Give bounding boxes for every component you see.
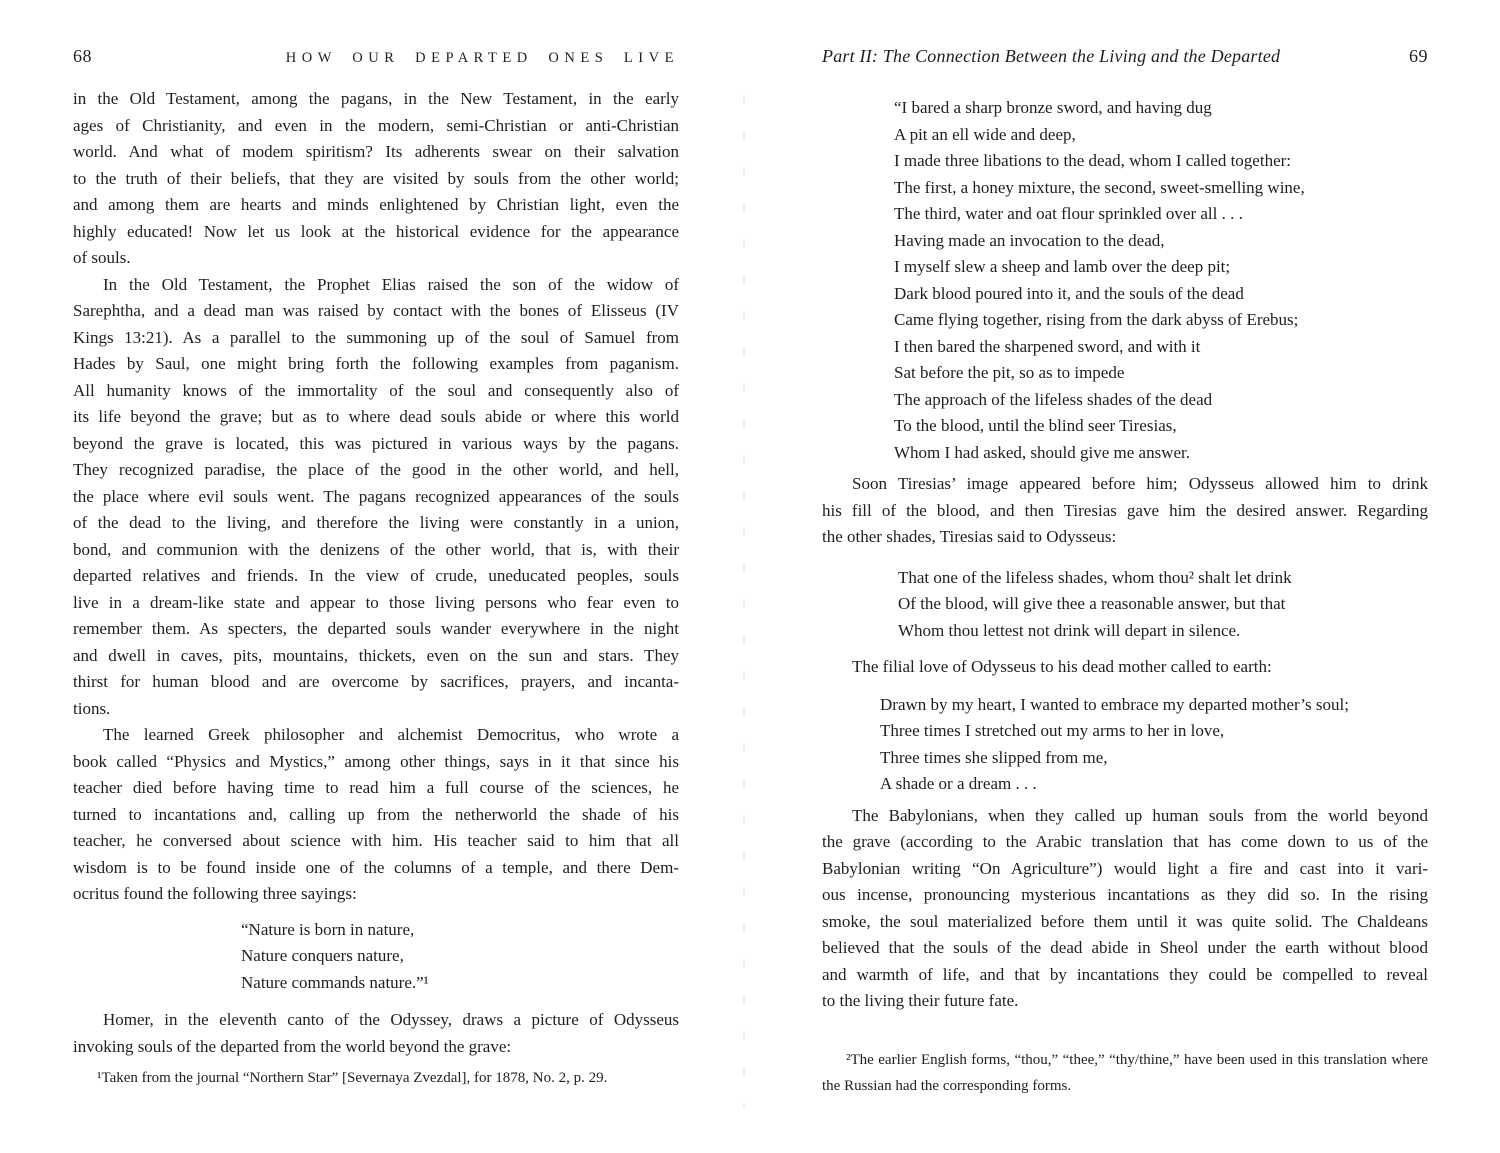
- text-line: “Nature is born in nature,: [241, 919, 415, 939]
- text-line: Whom I had asked, should give me answer.: [894, 442, 1191, 462]
- text-line: Drawn by my heart, I wanted to embrace my departed mother’s soul;: [880, 694, 1349, 714]
- text-line: To the blood, until the blind seer Tiresias,: [894, 416, 1177, 435]
- page-right: [822, 0, 1428, 1153]
- text-line: invoking souls of the departed from the world beyond the grave:: [73, 1036, 512, 1056]
- text-column-left: [73, 86, 679, 1091]
- text-line: wisdom is to be found inside one of the columns of a temple, and there Dem-: [73, 857, 679, 877]
- text-line: ¹Taken from the journal “Northern Star” [Severnaya Zvezdal], for 1878, No. 2, p. 29.: [97, 1070, 608, 1086]
- text-line: in the Old Testament, among the pagans, in the New Testament, in the early: [73, 89, 679, 108]
- text-line: smoke, the soul materialized before them until it was quite solid. The Chaldeans: [822, 911, 1428, 931]
- text-line: tions.: [73, 698, 111, 718]
- text-line: his fill of the blood, and then Tiresias gave him the desired answer. Regarding: [822, 500, 1428, 520]
- text-line: Three times she slipped from me,: [880, 747, 1108, 767]
- page-number: 69: [1409, 46, 1428, 66]
- text-line: highly educated! Now let us look at the historical evidence for the appearance: [73, 221, 679, 241]
- running-head: Part II: The Connection Between the Living and the Departed: [822, 46, 1281, 66]
- paragraph-tiresias-answer: [822, 471, 1428, 551]
- text-line: “I bared a sharp bronze sword, and having dug: [894, 98, 1212, 117]
- text-line: the Russian had the corresponding forms.: [822, 1077, 1072, 1094]
- text-line: its life beyond the grave; but as to where dead souls abide or where this world: [73, 407, 679, 426]
- text-line: Nature commands nature.”¹: [241, 972, 429, 992]
- page-left: [73, 0, 679, 1153]
- paragraph-democritus: [73, 722, 679, 908]
- text-line: The learned Greek philosopher and alchemist Democritus, who wrote a: [103, 725, 679, 744]
- text-line: ²The earlier English forms, “thou,” “thee,” “thy/thine,” have been used in this translation where: [846, 1051, 1428, 1068]
- text-line: teacher died before having time to read him a full course of the sciences, he: [73, 778, 679, 797]
- text-line: They recognized paradise, the place of the good in the other world, and hell,: [73, 460, 679, 479]
- text-line: thirst for human blood and are overcome by sacrifices, prayers, and incanta-: [73, 672, 679, 691]
- text-line: of souls.: [73, 248, 131, 267]
- text-line: of the dead to the living, and therefore the living were constantly in a union,: [73, 513, 679, 532]
- text-line: Sarephtha, and a dead man was raised by contact with the bones of Elisseus (IV: [73, 301, 679, 320]
- paragraph-filial-love: [822, 654, 1428, 681]
- verse-odyssey-invocation: [822, 95, 1428, 466]
- footnote-northern-star: [73, 1065, 679, 1091]
- text-line: ous incense, pronouncing mysterious incantations as they did so. In the rising: [822, 885, 1428, 904]
- footnote-thou-forms: [822, 1047, 1428, 1099]
- text-line: A shade or a dream . . .: [880, 774, 1037, 793]
- text-line: Came flying together, rising from the dark abyss of Erebus;: [894, 310, 1299, 329]
- text-line: the other shades, Tiresias said to Odysseus:: [822, 527, 1117, 546]
- text-line: Homer, in the eleventh canto of the Odyssey, draws a picture of Odysseus: [103, 1010, 679, 1029]
- text-line: A pit an ell wide and deep,: [894, 124, 1076, 144]
- text-line: believed that the souls of the dead abide in Sheol under the earth without blood: [822, 938, 1428, 957]
- text-line: Kings 13:21). As a parallel to the summoning up of the soul of Samuel from: [73, 327, 679, 347]
- text-line: beyond the grave is located, this was pictured in various ways by the pagans.: [73, 433, 679, 453]
- text-line: The filial love of Odysseus to his dead mother called to earth:: [852, 657, 1272, 676]
- text-line: live in a dream-like state and appear to those living persons who fear even to: [73, 592, 679, 612]
- paragraph-homer: [73, 1007, 679, 1060]
- page-number: 68: [73, 46, 92, 66]
- verse-tiresias-advice: [822, 565, 1428, 645]
- text-line: remember them. As specters, the departed souls wander everywhere in the night: [73, 619, 679, 638]
- gutter-ghosting: [743, 95, 745, 1107]
- text-line: Babylonian writing “On Agriculture”) would light a fire and cast into it vari-: [822, 858, 1428, 878]
- paragraph-babylonians: [822, 803, 1428, 1015]
- text-line: Three times I stretched out my arms to her in love,: [880, 721, 1225, 740]
- page-header-left: [73, 46, 679, 67]
- text-line: The third, water and oat flour sprinkled over all . . .: [894, 204, 1243, 223]
- text-line: book called “Physics and Mystics,” among other things, says in it that since his: [73, 751, 679, 771]
- text-line: bond, and communion with the denizens of the other world, that is, with their: [73, 539, 679, 559]
- text-line: turned to incantations and, calling up from the netherworld the shade of his: [73, 804, 679, 824]
- text-column-right: [822, 95, 1428, 1099]
- text-line: world. And what of modem spiritism? Its adherents swear on their salvation: [73, 142, 679, 161]
- page-header-right: [822, 46, 1428, 67]
- paragraph-old-testament: [73, 272, 679, 723]
- text-line: teacher, he conversed about science with him. His teacher said to him that all: [73, 831, 679, 850]
- text-line: departed relatives and friends. In the view of crude, uneducated peoples, souls: [73, 566, 679, 585]
- text-line: and warmth of life, and that by incantations they could be compelled to reveal: [822, 964, 1428, 984]
- text-line: I made three libations to the dead, whom I called together:: [894, 151, 1292, 170]
- text-line: Sat before the pit, so as to impede: [894, 363, 1125, 382]
- text-line: The Babylonians, when they called up human souls from the world beyond: [852, 805, 1428, 825]
- text-line: Nature conquers nature,: [241, 946, 404, 965]
- text-line: All humanity knows of the immortality of the soul and consequently also of: [73, 380, 679, 400]
- text-line: ocritus found the following three sayings:: [73, 884, 357, 903]
- verse-mother-embrace: [822, 692, 1428, 798]
- text-line: to the living their future fate.: [822, 991, 1019, 1010]
- text-line: I then bared the sharpened sword, and with it: [894, 336, 1201, 356]
- text-line: Hades by Saul, one might bring forth the following examples from paganism.: [73, 354, 679, 373]
- text-line: Of the blood, will give thee a reasonable answer, but that: [898, 594, 1286, 613]
- paragraph-intro: [73, 86, 679, 272]
- verse-nature-sayings: [73, 917, 679, 997]
- text-line: Dark blood poured into it, and the souls of the dead: [894, 283, 1244, 303]
- text-line: the place where evil souls went. The pagans recognized appearances of the souls: [73, 486, 679, 506]
- text-line: to the truth of their beliefs, that they are visited by souls from the other world;: [73, 168, 679, 188]
- text-line: I myself slew a sheep and lamb over the deep pit;: [894, 257, 1231, 276]
- text-line: That one of the lifeless shades, whom thou² shalt let drink: [898, 567, 1292, 587]
- text-line: Having made an invocation to the dead,: [894, 230, 1165, 250]
- running-head: HOW OUR DEPARTED ONES LIVE: [285, 50, 679, 66]
- text-line: The approach of the lifeless shades of the dead: [894, 389, 1213, 409]
- text-line: ages of Christianity, and even in the modern, semi-Christian or anti-Christian: [73, 115, 679, 135]
- text-line: In the Old Testament, the Prophet Elias raised the son of the widow of: [103, 274, 679, 294]
- text-line: Whom thou lettest not drink will depart in silence.: [898, 620, 1241, 640]
- text-line: and dwell in caves, pits, mountains, thickets, even on the sun and stars. They: [73, 645, 679, 665]
- text-line: the grave (according to the Arabic translation that has come down to us of the: [822, 832, 1428, 851]
- text-line: and among them are hearts and minds enlightened by Christian light, even the: [73, 195, 679, 214]
- text-line: The first, a honey mixture, the second, sweet-smelling wine,: [894, 177, 1305, 197]
- text-line: Soon Tiresias’ image appeared before him; Odysseus allowed him to drink: [852, 474, 1428, 493]
